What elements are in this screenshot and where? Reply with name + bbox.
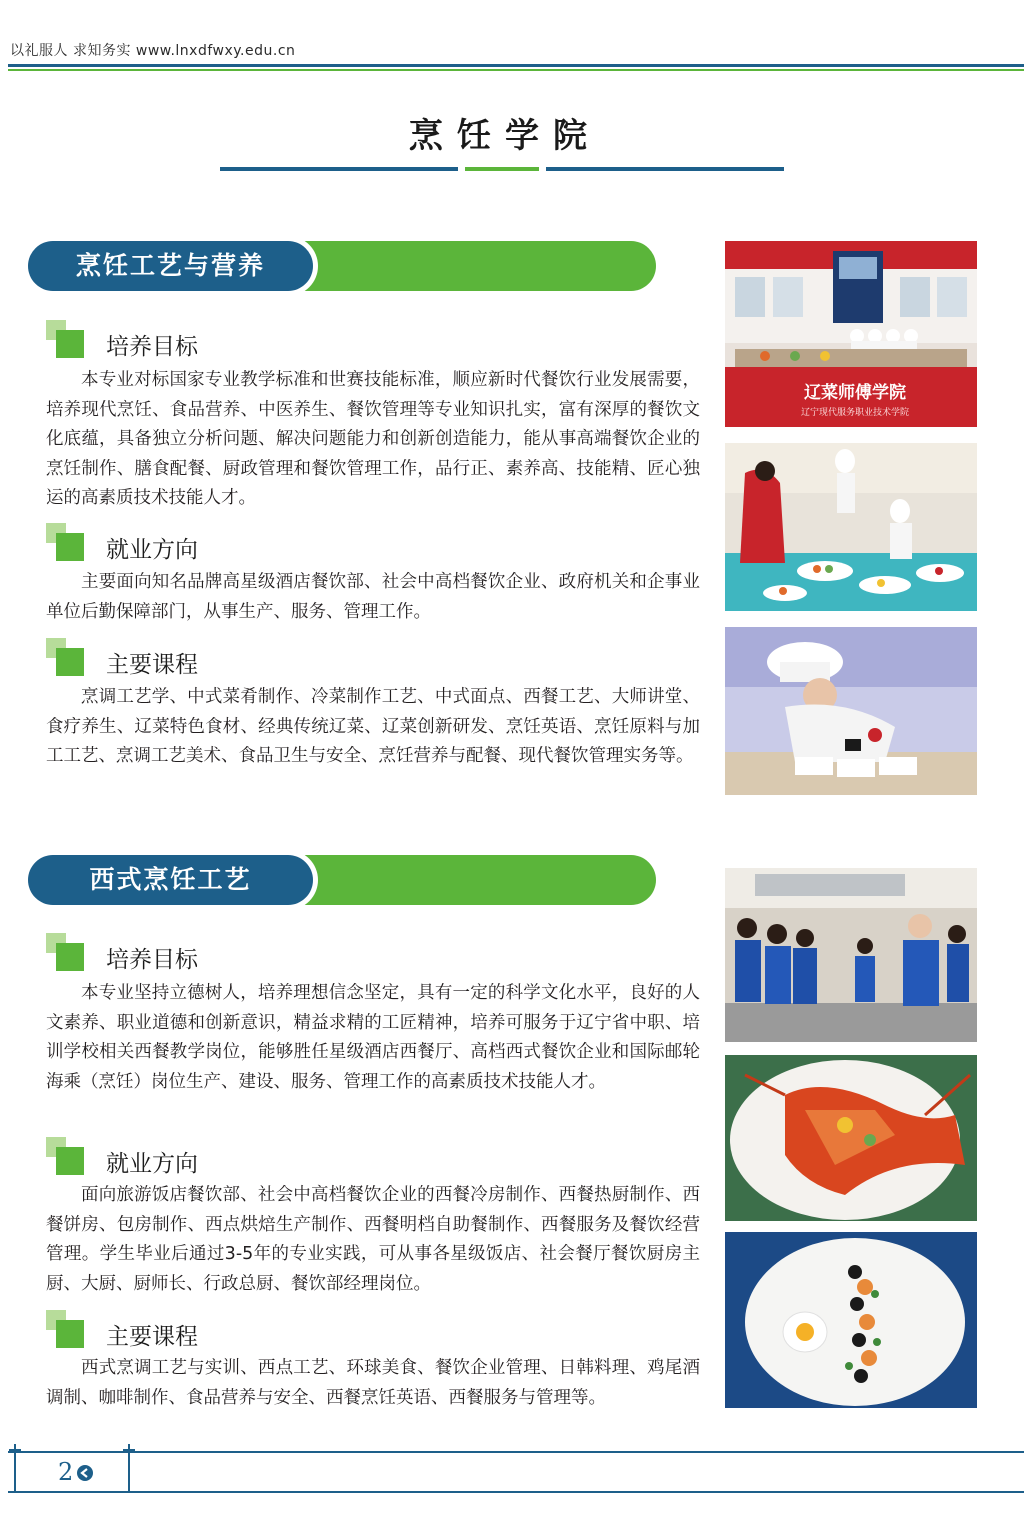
food-display-photo (725, 443, 977, 611)
subheading-label: 就业方向 (106, 1151, 198, 1177)
subheading-label: 培养目标 (106, 334, 198, 360)
header-tagline: 以礼服人 求知务实 www.lnxdfwxy.edu.cn (10, 43, 296, 59)
heading-square-icon (56, 943, 84, 971)
paragraph-training-goal: 本专业坚持立德树人，培养理想信念坚定，具有一定的科学文化水平，良好的人文素养、职业道德和创新意识，精益求精的工匠精神，培养可服务于辽宁省中职、培训学校相关西餐教学岗位，能够胜任星级酒店西餐厅、高档西式餐饮企业和国际邮轮海乘（烹饪）岗位生产、建设、服务、管理工作的高素质技术技能人才。 (46, 983, 700, 1092)
paragraph-courses: 烹调工艺学、中式菜肴制作、冷菜制作工艺、中式面点、西餐工艺、大师讲堂、食疗养生、辽菜特色食材、经典传统辽菜、辽菜创新研发、烹饪英语、烹饪原料与加工工艺、烹调工艺美术、食品卫生与安全、烹饪营养与配餐、现代餐饮管理实务等。 (46, 687, 700, 766)
page-title: 烹饪学院 (409, 116, 601, 156)
heading-square-icon (56, 533, 84, 561)
footer-rule-bottom (8, 1491, 1024, 1493)
section-title: 烹饪工艺与营养 (75, 251, 265, 280)
section-banner-western-culinary (28, 855, 656, 905)
sign-title: 辽菜师傅学院 (804, 383, 906, 403)
title-underline-right (546, 167, 784, 171)
subheading-label: 主要课程 (106, 652, 198, 678)
section-title: 西式烹饪工艺 (89, 865, 252, 894)
western-kitchen-class-photo (725, 868, 977, 1042)
page-arrow-icon (77, 1465, 93, 1481)
page-number: 2 (58, 1458, 74, 1486)
paragraph-training-goal: 本专业对标国家专业教学标准和世赛技能标准，顺应新时代餐饮行业发展需要，培养现代烹饪、食品营养、中医养生、餐饮管理等专业知识扎实，富有深厚的餐饮文化底蕴，具备独立分析问题、解决问题能力和创新创造能力，能从事高端餐饮企业的烹饪制作、膳食配餐、厨政管理和餐饮管理工作，品行正、素养高、技能精、匠心独运的高素质技术技能人才。 (46, 370, 700, 508)
subheading-label: 培养目标 (106, 947, 198, 973)
section-banner-culinary-nutrition (28, 241, 656, 291)
footer-rule-top (8, 1451, 1024, 1453)
header-rule-blue (8, 64, 1024, 67)
sign-subtitle: 辽宁现代服务职业技术学院 (800, 408, 910, 418)
subheading-label: 主要课程 (106, 1324, 198, 1350)
heading-square-icon (56, 1320, 84, 1348)
title-underline-left (220, 167, 458, 171)
subheading-label: 就业方向 (106, 537, 198, 563)
paragraph-employment: 主要面向知名品牌高星级酒店餐饮部、社会中高档餐饮企业、政府机关和企事业单位后勤保障部门，从事生产、服务、管理工作。 (46, 572, 700, 622)
footer-crosshair-icon (123, 1444, 135, 1456)
chef-plating-photo (725, 627, 977, 795)
heading-square-icon (56, 330, 84, 358)
heading-square-icon (56, 648, 84, 676)
paragraph-courses: 西式烹调工艺与实训、西点工艺、环球美食、餐饮企业管理、日韩料理、鸡尾酒调制、咖啡制作、食品营养与安全、西餐烹饪英语、西餐服务与管理等。 (46, 1358, 700, 1408)
cooking-school-stage-photo (725, 241, 977, 427)
paragraph-employment: 面向旅游饭店餐饮部、社会中高档餐饮企业的西餐冷房制作、西餐热厨制作、西餐饼房、包房制作、西点烘焙生产制作、西餐明档自助餐制作、西餐服务及餐饮经营管理。学生毕业后通过3-5年的专业实践，可从事各星级饭店、社会餐厅餐饮厨房主厨、大厨、厨师长、行政总厨、餐饮部经理岗位。 (46, 1185, 700, 1294)
plated-dish-photo (725, 1232, 977, 1408)
title-underline-mid (465, 167, 539, 171)
lobster-dish-photo (725, 1055, 977, 1221)
heading-square-icon (56, 1147, 84, 1175)
header-rule-green (8, 69, 1024, 71)
footer-crosshair-icon (9, 1444, 21, 1456)
